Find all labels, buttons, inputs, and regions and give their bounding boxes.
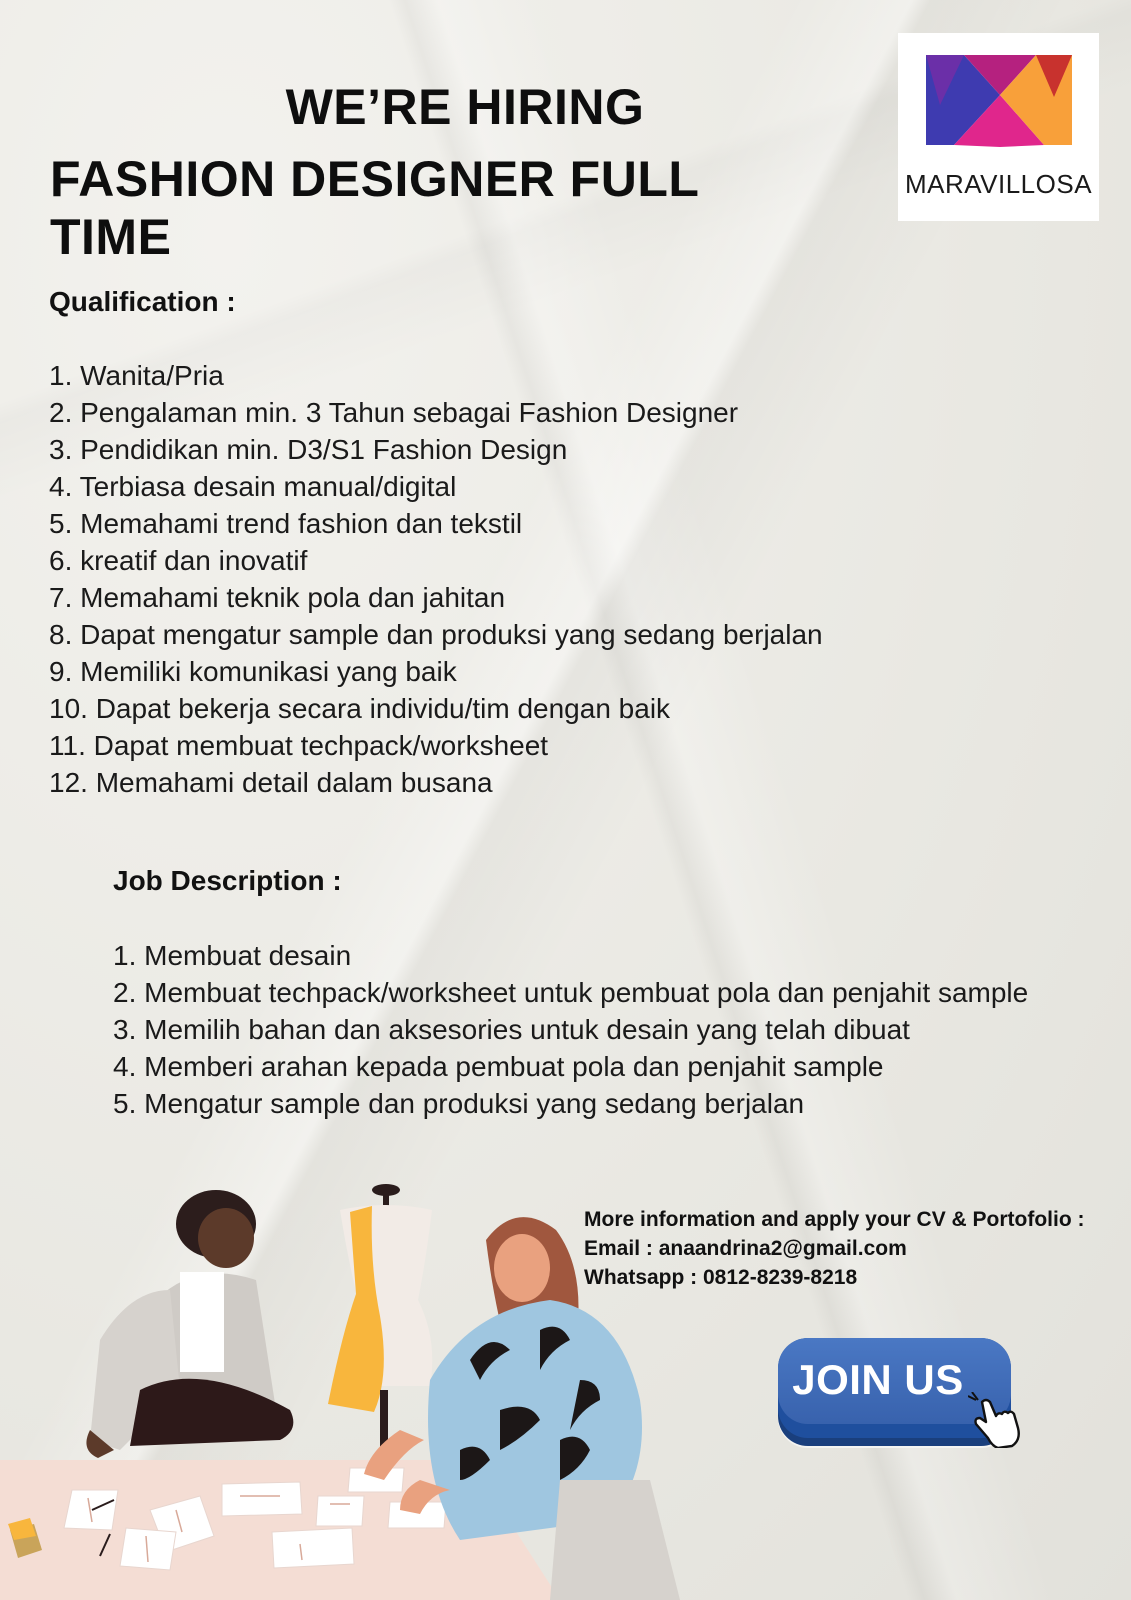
contact-info [584, 1205, 1085, 1292]
list-item: 3. Pendidikan min. D3/S1 Fashion Design [49, 434, 568, 465]
list-item: 9. Memiliki komunikasi yang baik [49, 656, 457, 687]
company-logo [898, 33, 1099, 221]
list-item: 1. Membuat desain [113, 940, 352, 971]
list-item: 4. Memberi arahan kepada pembuat pola dan penjahit sample [113, 1051, 884, 1082]
position-title: FASHION DESIGNER FULL TIME [50, 151, 699, 265]
hiring-title: WE’RE HIRING [285, 79, 645, 135]
contact-whatsapp[interactable]: Whatsapp : 0812-8239-8218 [584, 1266, 858, 1289]
list-item: 2. Membuat techpack/worksheet untuk pembuat pola dan penjahit sample [113, 977, 1029, 1008]
contact-intro: More information and apply your CV & Portofolio : [584, 1208, 1085, 1231]
qualification-heading: Qualification : [49, 286, 236, 317]
qualification-list [49, 357, 823, 801]
list-item: 5. Mengatur sample dan produksi yang sedang berjalan [113, 1088, 805, 1119]
join-us-label: JOIN US [792, 1356, 964, 1403]
list-item: 4. Terbiasa desain manual/digital [49, 471, 457, 502]
fashion-designers-illustration [0, 1180, 680, 1600]
list-item: 8. Dapat mengatur sample dan produksi yang sedang berjalan [49, 619, 823, 650]
pointer-cursor-icon [968, 1392, 1024, 1448]
list-item: 10. Dapat bekerja secara individu/tim dengan baik [49, 693, 671, 724]
list-item: 11. Dapat membuat techpack/worksheet [49, 730, 549, 761]
job-description-list [113, 937, 1028, 1122]
list-item: 12. Memahami detail dalam busana [49, 767, 493, 798]
list-item: 1. Wanita/Pria [49, 360, 224, 391]
logo-wordmark: MARAVILLOSA [904, 169, 1093, 199]
contact-email[interactable]: Email : anaandrina2@gmail.com [584, 1237, 907, 1260]
list-item: 3. Memilih bahan dan aksesories untuk desain yang telah dibuat [113, 1014, 910, 1045]
list-item: 6. kreatif dan inovatif [49, 545, 308, 576]
list-item: 5. Memahami trend fashion dan tekstil [49, 508, 523, 539]
job-description-heading: Job Description : [113, 865, 342, 896]
list-item: 2. Pengalaman min. 3 Tahun sebagai Fashion Designer [49, 397, 739, 428]
maravillosa-logo-icon [926, 55, 1072, 147]
list-item: 7. Memahami teknik pola dan jahitan [49, 582, 506, 613]
